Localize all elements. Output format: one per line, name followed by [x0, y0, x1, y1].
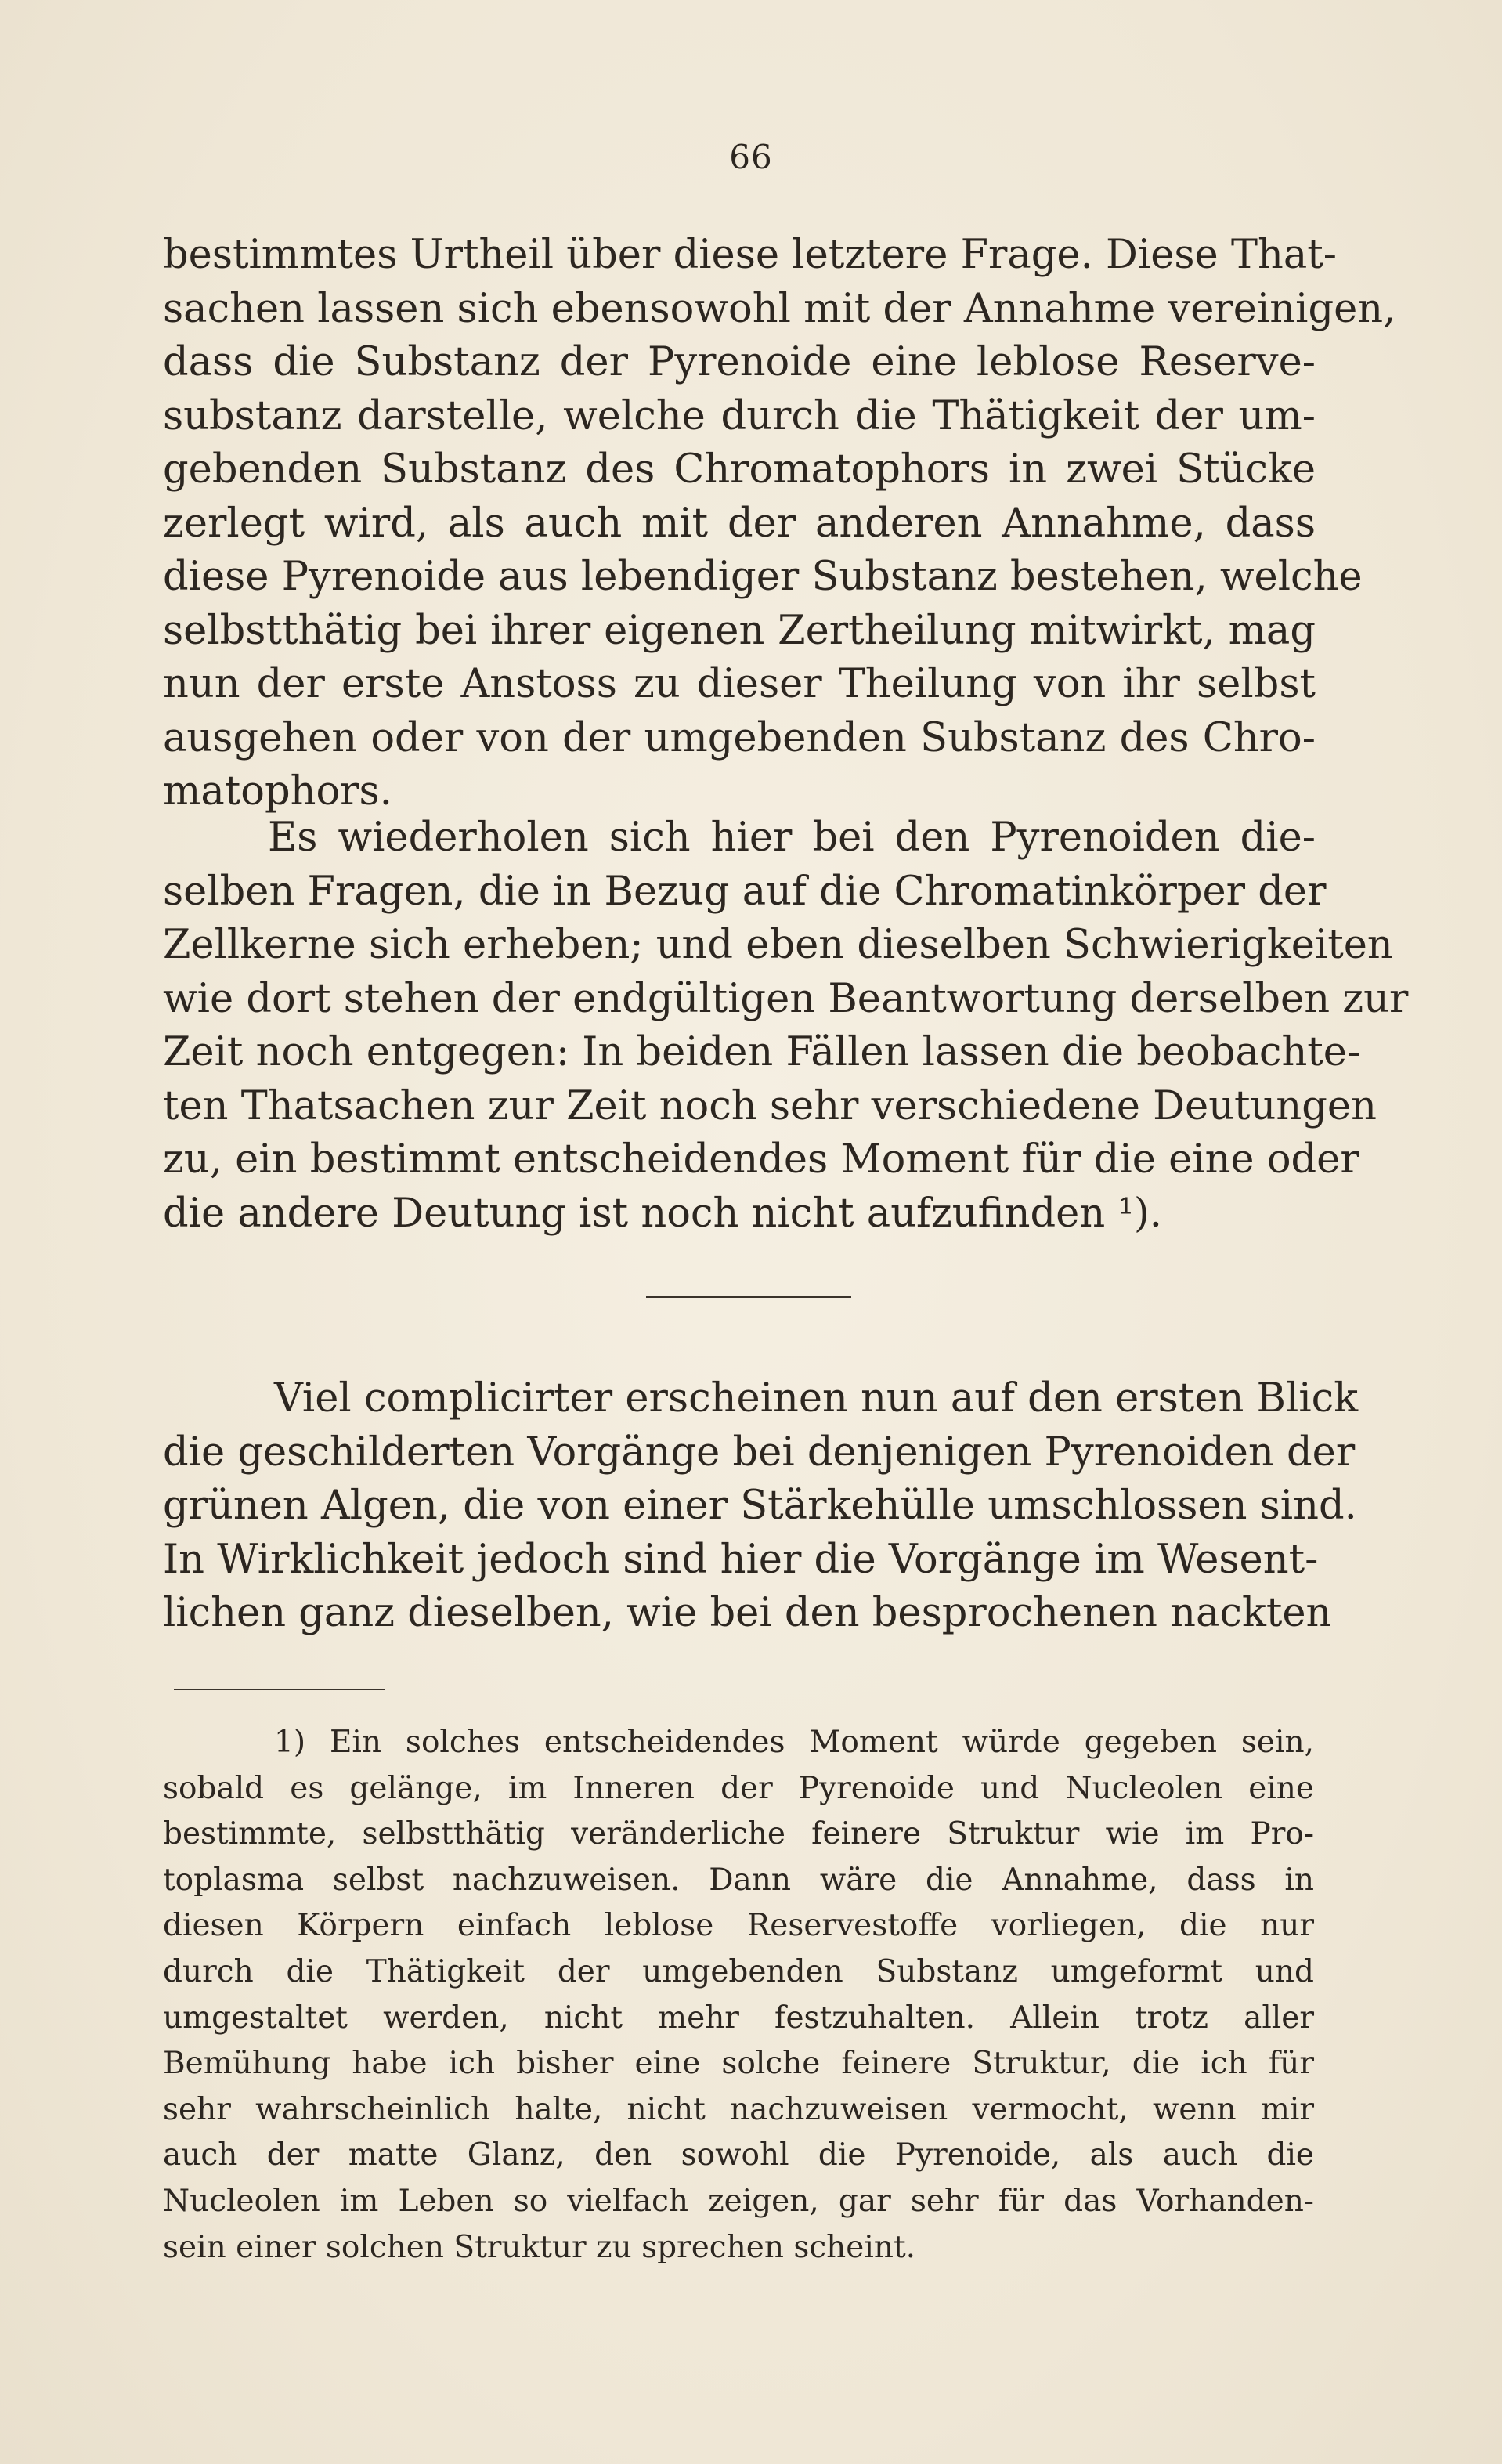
text-line: Viel complicirter erscheinen nun auf den ersten Blick [274, 1375, 1359, 1422]
footnote-line: bestimmte, selbstthätig veränderliche feinere Struktur wie im Pro- [163, 1816, 1314, 1852]
footnote-separator [174, 1689, 385, 1690]
text-line: selbstthätig bei ihrer eigenen Zertheilung mitwirkt, mag [163, 607, 1316, 654]
text-line: bestimmtes Urtheil über diese letztere Frage. Diese That- [163, 232, 1337, 278]
text-line: dass die Substanz der Pyrenoide eine leblose Reserve- [163, 339, 1316, 385]
text-line: grünen Algen, die von einer Stärkehülle umschlossen sind. [163, 1483, 1357, 1529]
paragraph-1 [163, 229, 1396, 819]
footnote-line: sehr wahrscheinlich halte, nicht nachzuweisen vermocht, wenn mir [163, 2091, 1314, 2127]
text-line: nun der erste Anstoss zu dieser Theilung von ihr selbst [163, 661, 1316, 707]
section-divider [646, 1296, 851, 1298]
text-line: zerlegt wird, als auch mit der anderen Annahme, dass [163, 500, 1316, 547]
text-line: diese Pyrenoide aus lebendiger Substanz bestehen, welche [163, 554, 1363, 600]
text-line: zu, ein bestimmt entscheidendes Moment für die eine oder [163, 1136, 1359, 1183]
paragraph-3 [163, 1372, 1359, 1641]
footnote-line: durch die Thätigkeit der umgebenden Substanz umgeformt und [163, 1953, 1314, 1989]
footnote-line: diesen Körpern einfach leblose Reservestoffe vorliegen, die nur [163, 1908, 1314, 1944]
text-line: die geschilderten Vorgänge bei denjenigen Pyrenoiden der [163, 1429, 1356, 1476]
text-line: Es wiederholen sich hier bei den Pyrenoiden die- [268, 815, 1316, 861]
footnote-line: sobald es gelänge, im Inneren der Pyrenoide und Nucleolen eine [163, 1770, 1314, 1806]
footnote-line: toplasma selbst nachzuweisen. Dann wäre die Annahme, dass in [163, 1862, 1314, 1898]
text-line: wie dort stehen der endgültigen Beantwortung derselben zur [163, 975, 1409, 1022]
text-line: ten Thatsachen zur Zeit noch sehr verschiedene Deutungen [163, 1082, 1377, 1129]
footnote-line: sein einer solchen Struktur zu sprechen scheint. [163, 2229, 916, 2265]
footnote [163, 1720, 1314, 2271]
text-line: gebenden Substanz des Chromatophors in zwei Stücke [163, 446, 1316, 493]
footnote-line: umgestaltet werden, nicht mehr festzuhalten. Allein trotz aller [163, 2000, 1314, 2036]
page-number: 66 [729, 138, 773, 176]
text-line: sachen lassen sich ebensowohl mit der Annahme vereinigen, [163, 285, 1396, 332]
paragraph-2 [163, 811, 1409, 1241]
footnote-line: Nucleolen im Leben so vielfach zeigen, gar sehr für das Vorhanden- [163, 2183, 1314, 2219]
text-line: selben Fragen, die in Bezug auf die Chromatinkörper der [163, 868, 1327, 915]
text-line: ausgehen oder von der umgebenden Substanz des Chro- [163, 714, 1316, 761]
text-line: matophors. [163, 768, 392, 815]
text-line: Zellkerne sich erheben; und eben dieselben Schwierigkeiten [163, 922, 1393, 968]
footnote-line: 1) Ein solches entscheidendes Moment würde gegeben sein, [274, 1725, 1314, 1760]
footnote-line: auch der matte Glanz, den sowohl die Pyrenoide, als auch die [163, 2137, 1314, 2173]
text-line: die andere Deutung ist noch nicht aufzufinden ¹). [163, 1190, 1162, 1237]
text-line: In Wirklichkeit jedoch sind hier die Vorgänge im Wesent- [163, 1536, 1319, 1583]
text-line: substanz darstelle, welche durch die Thätigkeit der um- [163, 392, 1316, 439]
footnote-line: Bemühung habe ich bisher eine solche feinere Struktur, die ich für [163, 2046, 1314, 2082]
text-line: lichen ganz dieselben, wie bei den besprochenen nackten [163, 1590, 1332, 1636]
text-line: Zeit noch entgegen: In beiden Fällen lassen die beobachte- [163, 1029, 1361, 1075]
